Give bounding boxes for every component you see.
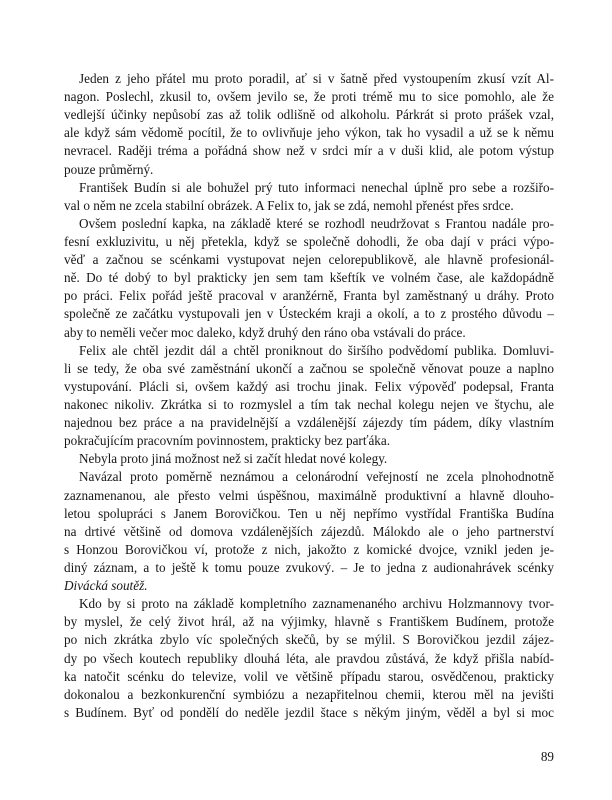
text-line: Ovšem poslední kapka, na základě které se rozhodl neudržovat s Frantou nadále pro- [79, 215, 554, 231]
text-line: vedlejší účinky nepůsobí zas až tolik odlišně od alkoholu. Párkrát si proto prášek vzal, [64, 107, 554, 123]
paragraph [64, 468, 554, 595]
page-number: 89 [540, 749, 554, 764]
text-line: Jeden z jeho přátel mu proto poradil, ať si v šatně před vystoupením zkusí vzít Al- [79, 71, 554, 86]
text-line: Felix ale chtěl jezdit dál a chtěl proniknout do širšího podvědomí publika. Domluvi- [79, 342, 554, 358]
text-line: František Budín si ale bohužel prý tuto informaci nenechal úplně pro sebe a rozšiřo- [79, 179, 554, 195]
text-line: li se tedy, že oba své zaměstnání ukončí a začnou se společně věnovat pouze a naplno [64, 360, 554, 376]
text-line: ale když sám vědomě pocítil, že to ovlivňuje jeho výkon, tak ho vysadil a už se k němu [64, 125, 554, 141]
text-line: s Honzou Borovičkou ví, protože z nich, jakožto z komické dvojce, vznikl jeden je- [64, 541, 554, 557]
text-line: dy po všech koutech republiky dlouhá léta, ale pravdou zůstává, že když přišla nabíd- [64, 650, 554, 666]
text-line: Navázal proto poměrně neznámou a celonárodní veřejností ne zcela plnohodnotně [79, 469, 554, 485]
text-line: fesní exkluzivitu, u něj přetekla, když se společně dohodli, že oba dají v práci výpo- [64, 233, 554, 249]
text-line: by myslel, že celý život hrál, až na výjimky, hlavně s Františkem Budínem, protože [64, 614, 554, 630]
text-line: na drtivé většině od domova vzdálenějších zájezdů. Málokdo ale o jeho partnerství [64, 523, 554, 539]
text-line: ka natočit scénku do televize, volil ve většině případu starou, osvědčenou, prakticky [64, 668, 554, 684]
text-line: s Budínem. Byť od pondělí do neděle jezdil štace s někým jiným, věděl a byl si moc [64, 704, 554, 720]
text-line: letou spolupráci s Janem Borovičkou. Ten u něj nepřímo vystřídal Františka Budína [64, 505, 554, 521]
text-line: dokonalou a bezkonkurenční symbiózu a nezapřitelnou chemii, kterou měl na jevišti [64, 686, 554, 702]
text-line: společně ze začátku vystupovali jen v Ústeckém kraji a okolí, a to z prostého důvodu – [64, 306, 554, 322]
text-line: zaznamenanou, ale přesto velmi úspěšnou, maximálně produktivní a hlavně dlouho- [64, 487, 554, 503]
text-line: věď a začnou se scénkami vystupovat nejen celorepublikově, ale hlavně profesionál- [64, 252, 554, 268]
text-line: pokračujícím pracovním povinnostem, prakticky bez parťáka. [64, 433, 391, 449]
text-line: nevracel. Raději tréma a pořádná show než v srdci mír a v duši klid, ale potom výstup [64, 143, 554, 159]
text-line: po nich zkrátka zbylo víc společných skečů, by se mýlil. S Borovičkou jezdil zájez- [64, 632, 554, 648]
text-line: nakonec nikoliv. Zkrátka si to rozmyslel a tím tak nechal kolegu nejen ve štychu, ale [64, 396, 554, 412]
paragraph [64, 595, 554, 722]
text-line: Divácká soutěž. [64, 578, 148, 594]
text-line: ně. Do té dobý to byl prakticky jen sem tam kšeftík ve volném čase, ale každopádně [64, 270, 554, 286]
text-line: najednou bez práce a na pravidelnější a vzdálenější zájezdy tím pádem, díky vlastním [64, 415, 554, 431]
paragraph [64, 215, 554, 342]
text-line: Kdo by si proto na základě kompletního zaznamenaného archivu Holzmannovy tvor- [79, 596, 554, 612]
paragraph [64, 70, 554, 179]
text-line: aby to neměli večer moc daleko, když druhý den ráno oba vstávali do práce. [64, 324, 466, 340]
paragraph [64, 342, 554, 451]
paragraph [64, 450, 554, 468]
text-line: vystupování. Plácli si, ovšem každý asi trochu jinak. Felix výpověď podepsal, Franta [64, 378, 554, 394]
paragraph [64, 179, 554, 215]
text-line: val o něm ne zcela stabilní obrázek. A Felix to, jak se zdá, nemohl přenést přes srdce. [64, 197, 514, 213]
text-line: nagon. Poslechl, zkusil to, ovšem jevilo se, že proti trémě mu to sice pomohlo, ale že [64, 89, 554, 105]
text-line: Nebyla proto jiná možnost než si začít hledat nové kolegy. [79, 451, 388, 467]
text-block [64, 70, 554, 722]
text-line: po práci. Felix pořád ještě pracoval v aranžérně, Franta byl zaměstnaný u dráhy. Proto [64, 288, 554, 304]
text-line: pouze průměrný. [64, 161, 154, 177]
text-line: diný záznam, a to ještě k tomu pouze zvukový. – Je to jedna z audionahrávek scénky [64, 559, 554, 575]
